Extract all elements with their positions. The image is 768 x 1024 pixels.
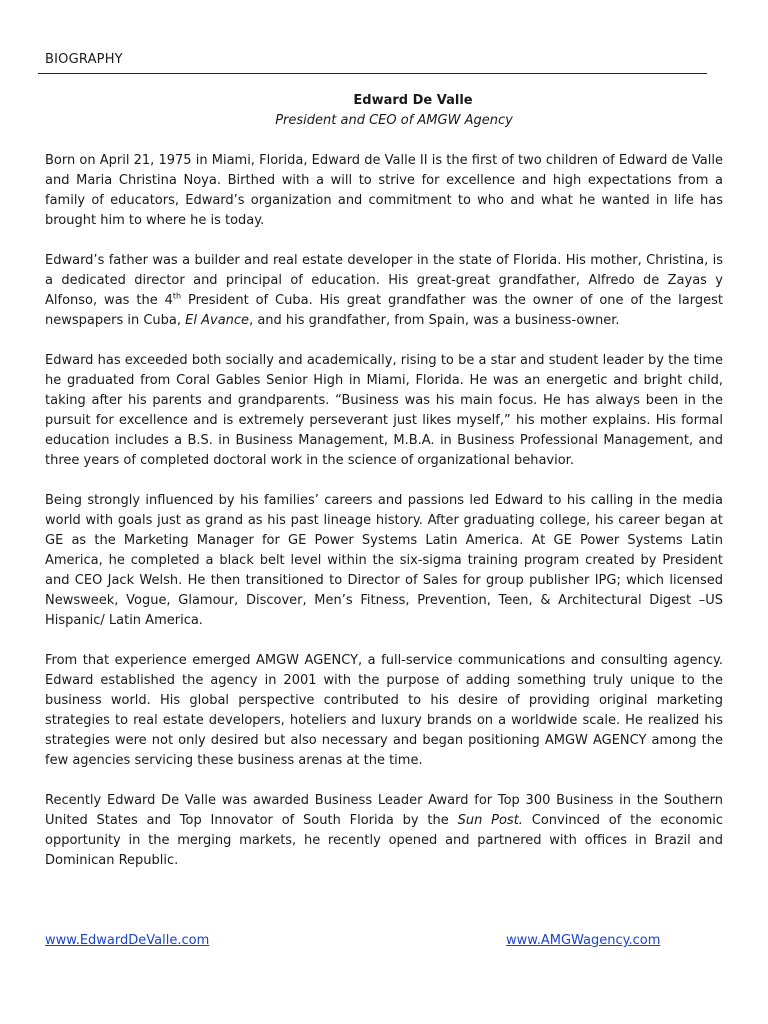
paragraph-awards-text-1: Recently Edward De Valle was awarded Business Leader Award for Top 300 Business in the Southern United States and Top Innovator of South Florida by the — [45, 793, 723, 828]
paragraph-family-text-2: President of Cuba. His great grandfather was the owner of one of the largest newspapers in Cuba, — [45, 293, 723, 328]
header-divider — [38, 73, 707, 74]
section-label: BIOGRAPHY — [45, 52, 123, 67]
publication-name: Sun Post. — [457, 813, 523, 828]
agency-website-link[interactable]: www.AMGWagency.com — [506, 933, 661, 948]
paragraph-agency: From that experience emerged AMGW AGENCY, a full-service communications and consulting agency. Edward established the agency in 2001 with the purpose of adding something truly unique to the business world. His global perspective contributed to his desire of providing original marketing strategies to real estate developers, hoteliers and luxury brands on a worldwide scale. He realized his strategies were not only desired but also necessary and began positioning AMGW AGENCY among the few agencies servicing these business arenas at the time. — [45, 653, 723, 768]
paragraph-family — [45, 251, 723, 331]
ordinal-suffix: th — [172, 291, 182, 301]
person-title: President and CEO of AMGW Agency — [275, 113, 513, 128]
paragraph-career: Being strongly influenced by his families’ careers and passions led Edward to his calling in the media world with goals just as grand as his past lineage history. After graduating college, his career began at GE as the Marketing Manager for GE Power Systems Latin America. At GE Power Systems Latin America, he completed a black belt level within the six-sigma training program created by President and CEO Jack Welsh. He then transitioned to Director of Sales for group publisher IPG; which licensed Newsweek, Vogue, Glamour, Discover, Men’s Fitness, Prevention, Teen, & Architectural Digest –US Hispanic/ Latin America. — [45, 493, 723, 628]
paragraph-awards — [45, 791, 723, 871]
paragraph-family-text-3: , and his grandfather, from Spain, was a business-owner. — [249, 313, 620, 328]
biography-body — [45, 151, 723, 891]
paragraph-family-text-1: Edward’s father was a builder and real estate developer in the state of Florida. His mother, Christina, is a dedicated director and principal of education. His great-great grandfather, Alfredo de Zayas y Alfonso, was the 4 — [45, 253, 723, 308]
paragraph-education: Edward has exceeded both socially and academically, rising to be a star and student leader by the time he graduated from Coral Gables Senior High in Miami, Florida. He was an energetic and bright child, taking after his parents and grandparents. “Business was his main focus. He has always been in the pursuit for excellence and is extremely perseverant just likes myself,” his mother explains. His formal education includes a B.S. in Business Management, M.B.A. in Business Professional Management, and three years of completed doctoral work in the science of organizational behavior. — [45, 353, 723, 468]
paragraph-awards-text-2: Convinced of the economic opportunity in the merging markets, he recently opened and partnered with offices in Brazil and Dominican Republic. — [45, 813, 723, 868]
personal-website-link[interactable]: www.EdwardDeValle.com — [45, 933, 210, 948]
newspaper-name: El Avance — [185, 313, 250, 328]
paragraph-birth: Born on April 21, 1975 in Miami, Florida, Edward de Valle II is the first of two children of Edward de Valle and Maria Christina Noya. Birthed with a will to strive for excellence and high expectations from a family of educators, Edward’s organization and commitment to who and what he wanted in life has brought him to where he is today. — [45, 153, 723, 228]
person-name: Edward De Valle — [353, 93, 473, 108]
